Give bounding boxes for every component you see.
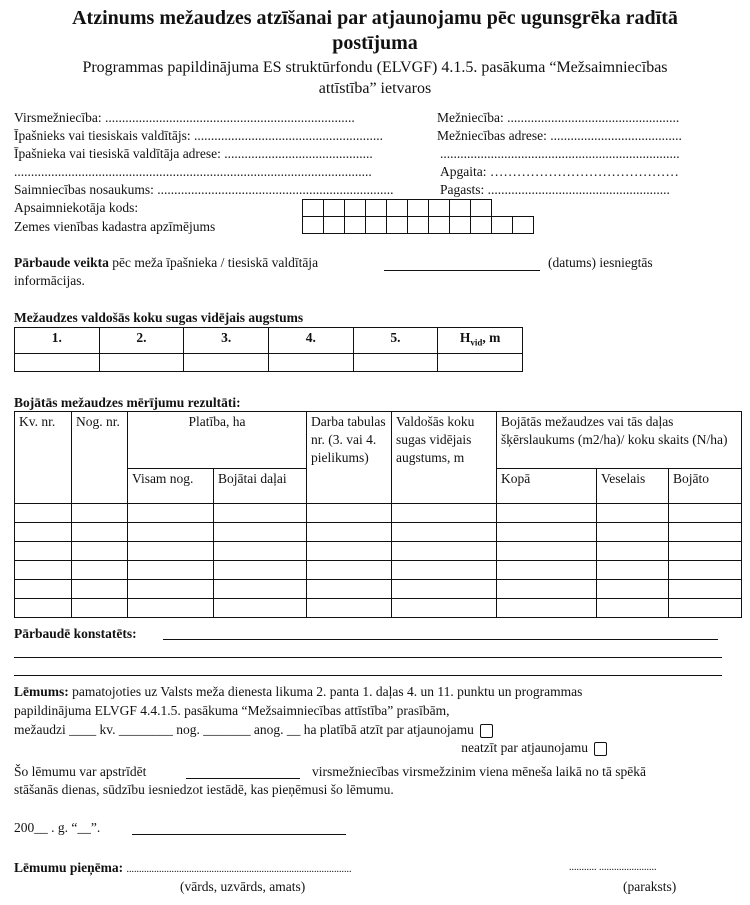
height-col-2: 2. bbox=[99, 328, 184, 354]
appeal-line-2: stāšanās dienas, sūdzību iesniedzot iestādē, kas pieņēmusi šo lēmumu. bbox=[14, 782, 394, 797]
field-owner-address-cont[interactable]: .......................................................................................................... bbox=[14, 164, 372, 179]
sign-caption: (paraksts) bbox=[623, 879, 677, 894]
col-nog: Nog. nr. bbox=[72, 412, 128, 504]
decision-line-2: papildinājuma ELVGF 4.4.1.5. pasākuma “Mežsaimniecības attīstība” prasībām, bbox=[14, 703, 450, 718]
cadastre-label: Zemes vienības kadastra apzīmējums bbox=[14, 219, 216, 234]
results-heading: Bojātās mežaudzes mērījumu rezultāti: bbox=[14, 395, 241, 410]
col-basal: Bojātās mežaudzes vai tās daļas šķērslaukums (m2/ha)/ koku skaits (N/ha) bbox=[497, 412, 742, 469]
decision-line-1 bbox=[14, 684, 582, 700]
table-row[interactable] bbox=[15, 561, 742, 580]
renewable-checkbox[interactable] bbox=[480, 724, 493, 738]
field-virsmezniecība[interactable]: Virsmežniecība: .......................................................................... bbox=[14, 110, 355, 125]
findings-line-1[interactable] bbox=[163, 639, 718, 640]
height-col-3: 3. bbox=[184, 328, 269, 354]
height-table bbox=[14, 327, 523, 372]
results-table bbox=[14, 411, 742, 618]
decision-text-1: pamatojoties uz Valsts meža dienesta likuma 2. panta 1. daļas 4. un 11. punktu un programmas bbox=[68, 684, 583, 699]
decision-bold: Lēmums: bbox=[14, 684, 69, 699]
decision-text-4: neatzīt par atjaunojamu bbox=[461, 740, 588, 755]
height-input-row[interactable] bbox=[15, 353, 523, 371]
field-owner[interactable]: Īpašnieks vai tiesiskais valdītājs: ........................................................ bbox=[14, 128, 383, 143]
appeal-blank[interactable] bbox=[186, 778, 300, 779]
check-line-2: informācijas. bbox=[14, 273, 85, 288]
appeal-text-a: Šo lēmumu var apstrīdēt bbox=[14, 764, 147, 779]
check-line-1 bbox=[14, 255, 318, 271]
field-owner-address[interactable]: Īpašnieka vai tiesiskā valdītāja adrese: ............................................ bbox=[14, 146, 373, 161]
col-total: Kopā bbox=[497, 469, 597, 504]
adopted-line bbox=[14, 860, 352, 878]
decision-text-3[interactable]: mežaudzi ____ kv. ________ nog. _______ anog. __ ha platībā atzīt par atjaunojamu bbox=[14, 722, 474, 737]
date-signature-blank[interactable] bbox=[132, 834, 346, 835]
col-area: Platība, ha bbox=[128, 412, 307, 469]
table-row[interactable] bbox=[15, 580, 742, 599]
col-area-total: Visam nog. bbox=[128, 469, 214, 504]
col-work-table: Darba tabulas nr. (3. vai 4. pielikums) bbox=[307, 412, 392, 504]
field-mezniecība-address-cont[interactable]: ....................................................................... bbox=[440, 146, 680, 161]
check-after: (datums) iesniegtās bbox=[548, 255, 653, 270]
findings-label: Pārbaudē konstatēts: bbox=[14, 626, 137, 641]
col-kv: Kv. nr. bbox=[15, 412, 72, 504]
findings-line-2[interactable] bbox=[14, 657, 722, 658]
hvid-h: H bbox=[459, 330, 471, 345]
hvid-sub: vid bbox=[470, 337, 483, 348]
check-text: pēc meža īpašnieka / tiesiskā valdītāja bbox=[112, 255, 319, 270]
adopted-name-field[interactable]: .......................................................................................... bbox=[126, 864, 352, 875]
signature-field[interactable]: ........... ....................... bbox=[569, 862, 657, 873]
date-blank[interactable] bbox=[384, 270, 540, 271]
hvid-unit: , m bbox=[482, 330, 501, 345]
field-pagasts[interactable]: Pagasts: ...................................................... bbox=[440, 182, 670, 197]
code-label: Apsaimniekotāja kods: bbox=[14, 200, 139, 215]
height-col-5: 5. bbox=[353, 328, 438, 354]
title-line-1: Atzinums mežaudzes atzīšanai par atjaunojamu pēc ugunsgrēka radītā bbox=[72, 7, 678, 29]
col-height: Valdošās koku sugas vidējais augstums, m bbox=[392, 412, 497, 504]
subtitle-line-2: attīstība” ietvaros bbox=[318, 80, 432, 97]
appeal-text-b: virsmežniecības virsmežzinim viena mēneša laikā no tā spēkā bbox=[312, 764, 646, 779]
col-area-damaged: Bojātai daļai bbox=[214, 469, 307, 504]
height-col-1: 1. bbox=[15, 328, 100, 354]
not-renewable-checkbox[interactable] bbox=[594, 742, 607, 756]
table-row[interactable] bbox=[15, 542, 742, 561]
table-row[interactable] bbox=[15, 523, 742, 542]
height-col-hvid bbox=[438, 328, 523, 354]
table-row[interactable] bbox=[15, 504, 742, 523]
table-row[interactable] bbox=[15, 599, 742, 618]
decision-line-4 bbox=[380, 740, 607, 756]
height-col-4: 4. bbox=[268, 328, 353, 354]
title-line-2: postījuma bbox=[332, 32, 418, 54]
check-bold: Pārbaude veikta bbox=[14, 255, 109, 270]
field-mezniecība[interactable]: Mežniecība: ................................................... bbox=[437, 110, 680, 125]
adopted-label: Lēmumu pieņēma: bbox=[14, 860, 124, 875]
height-table-heading: Mežaudzes valdošās koku sugas vidējais augstums bbox=[14, 310, 304, 325]
decision-line-3 bbox=[14, 722, 493, 738]
name-caption: (vārds, uzvārds, amats) bbox=[180, 879, 306, 894]
field-mezniecība-address[interactable]: Mežniecības adrese: ....................................... bbox=[437, 128, 682, 143]
field-apgaita[interactable]: Apgaita: …………………………………… bbox=[440, 164, 679, 179]
col-damaged: Bojāto bbox=[669, 469, 742, 504]
date-line[interactable]: 200__ . g. “__”. bbox=[14, 820, 101, 835]
col-healthy: Veselais bbox=[597, 469, 669, 504]
cadastre-boxes[interactable] bbox=[303, 216, 534, 234]
code-boxes[interactable] bbox=[303, 199, 492, 217]
field-farm-name[interactable]: Saimniecības nosaukums: ...................................................................... bbox=[14, 182, 394, 197]
findings-line-3[interactable] bbox=[14, 675, 722, 676]
subtitle-line-1: Programmas papildinājuma ES struktūrfondu (ELVGF) 4.1.5. pasākuma “Mežsaimniecības bbox=[82, 59, 668, 76]
